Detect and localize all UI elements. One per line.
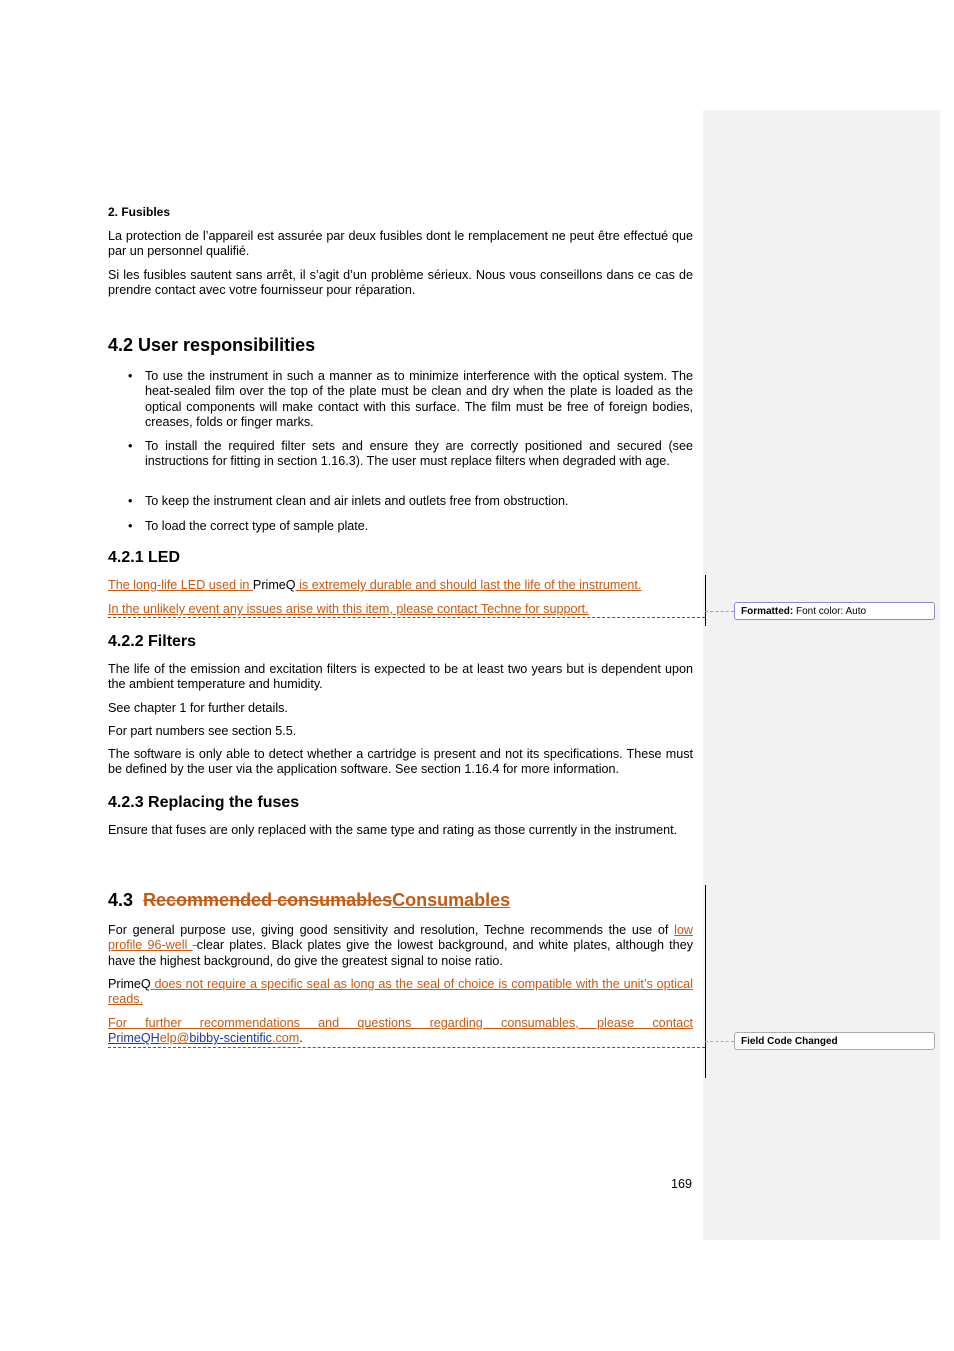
filters-paragraph-4: The software is only able to detect whether a cartridge is present and not its specifications. These must be defined by the user via the application software. See section 1.16.4 for more information. bbox=[108, 747, 693, 777]
bullet-marker: • bbox=[128, 494, 133, 508]
inserted-text: is extremely durable and should last the life of the instrument. bbox=[295, 578, 642, 592]
led-paragraph-2 bbox=[108, 602, 693, 617]
section-4-3-heading bbox=[108, 890, 693, 910]
filters-paragraph-3: For part numbers see section 5.5. bbox=[108, 724, 297, 738]
deleted-text: Recommended consumables bbox=[143, 890, 393, 910]
change-bar bbox=[705, 575, 706, 626]
email-link[interactable]: PrimeQH bbox=[108, 1031, 160, 1046]
consumables-paragraph-1 bbox=[108, 923, 693, 969]
email-link[interactable]: elp@ bbox=[159, 1031, 190, 1046]
email-link[interactable]: .com bbox=[271, 1031, 300, 1046]
deleted-text: - bbox=[192, 938, 197, 953]
comment-balloon-field-code[interactable] bbox=[734, 1032, 935, 1050]
comment-text: Font color: Auto bbox=[793, 606, 867, 617]
change-bar bbox=[705, 885, 706, 1078]
filters-paragraph-2: See chapter 1 for further details. bbox=[108, 701, 288, 715]
email-link[interactable]: bibby-scientific bbox=[189, 1031, 272, 1046]
bullet-marker: • bbox=[128, 519, 133, 533]
bullet-item-2: To install the required filter sets and ensure they are correctly positioned and secured (see instructions for fitting in section 1.16.3). The user must replace filters when degraded with age. bbox=[145, 439, 693, 469]
bullet-item-3: To keep the instrument clean and air inlets and outlets free from obstruction. bbox=[145, 494, 569, 508]
inserted-text: does not require a specific seal as long as the seal of choice is compatible with the unit’s optical reads. bbox=[108, 977, 693, 1007]
section-4-2-heading: 4.2 User responsibilities bbox=[108, 335, 316, 355]
led-paragraph-1 bbox=[108, 578, 693, 593]
bullet-item-4: To load the correct type of sample plate. bbox=[145, 519, 369, 533]
body-text: . bbox=[299, 1031, 303, 1046]
bullet-marker: • bbox=[128, 369, 133, 383]
consumables-paragraph-3 bbox=[108, 1016, 693, 1047]
fusibles-paragraph-1: La protection de l’appareil est assurée par deux fusibles dont le remplacement ne peut être effectué que par un personnel qualifié. bbox=[108, 229, 693, 259]
fusibles-paragraph-2: Si les fusibles sautent sans arrêt, il s’agit d’un problème sérieux. Nous vous conseillons dans ce cas de prendre contact avec votre fournisseur pour réparation. bbox=[108, 268, 693, 298]
bullet-item-1: To use the instrument in such a manner as to minimize interference with the optical system. The heat-sealed film over the top of the plate must be clean and dry when the plate is loaded as the optical components will make contact with this surface. The film must be free of foreign bodies, creases, folds or finger marks. bbox=[145, 369, 693, 429]
product-name: PrimeQ bbox=[252, 578, 296, 592]
body-text: For general purpose use, giving good sensitivity and resolution, Techne recommends the use of bbox=[108, 923, 675, 937]
filters-paragraph-1: The life of the emission and excitation filters is expected to be at least two years but is dependent upon the ambient temperature and humidity. bbox=[108, 662, 693, 692]
product-name: PrimeQ bbox=[108, 977, 151, 991]
comment-label: Formatted: bbox=[741, 606, 794, 617]
inserted-text: In the unlikely event any issues arise with this item, please contact Techne for support. bbox=[108, 602, 589, 616]
inserted-text: low profile 96-well bbox=[108, 923, 693, 953]
fusibles-heading: 2. Fusibles bbox=[108, 205, 171, 219]
section-4-2-2-heading: 4.2.2 Filters bbox=[108, 633, 197, 650]
inserted-text: Consumables bbox=[392, 890, 511, 910]
consumables-paragraph-2 bbox=[108, 977, 693, 1008]
inserted-text: For further recommendations and questions regarding consumables, please contact bbox=[108, 1016, 693, 1030]
fuses-paragraph: Ensure that fuses are only replaced with the same type and rating as those currently in the instrument. bbox=[108, 823, 678, 837]
page-number: 169 bbox=[671, 1177, 693, 1191]
comment-margin bbox=[703, 110, 940, 1240]
comment-label: Field Code Changed bbox=[741, 1036, 838, 1047]
comment-balloon-formatted[interactable] bbox=[734, 602, 935, 620]
heading-number: 4.3 bbox=[108, 890, 144, 910]
comment-connector bbox=[108, 1047, 705, 1048]
section-4-2-1-heading: 4.2.1 LED bbox=[108, 549, 181, 566]
comment-connector bbox=[705, 611, 734, 612]
inserted-text: The long-life LED used in bbox=[108, 578, 253, 592]
comment-connector bbox=[705, 1041, 734, 1042]
bullet-marker: • bbox=[128, 439, 133, 453]
comment-connector bbox=[108, 617, 705, 618]
body-text: clear plates. Black plates give the lowest background, and white plates, although they have the highest background, do give the greatest signal to noise ratio. bbox=[108, 938, 693, 968]
section-4-2-3-heading: 4.2.3 Replacing the fuses bbox=[108, 794, 300, 811]
